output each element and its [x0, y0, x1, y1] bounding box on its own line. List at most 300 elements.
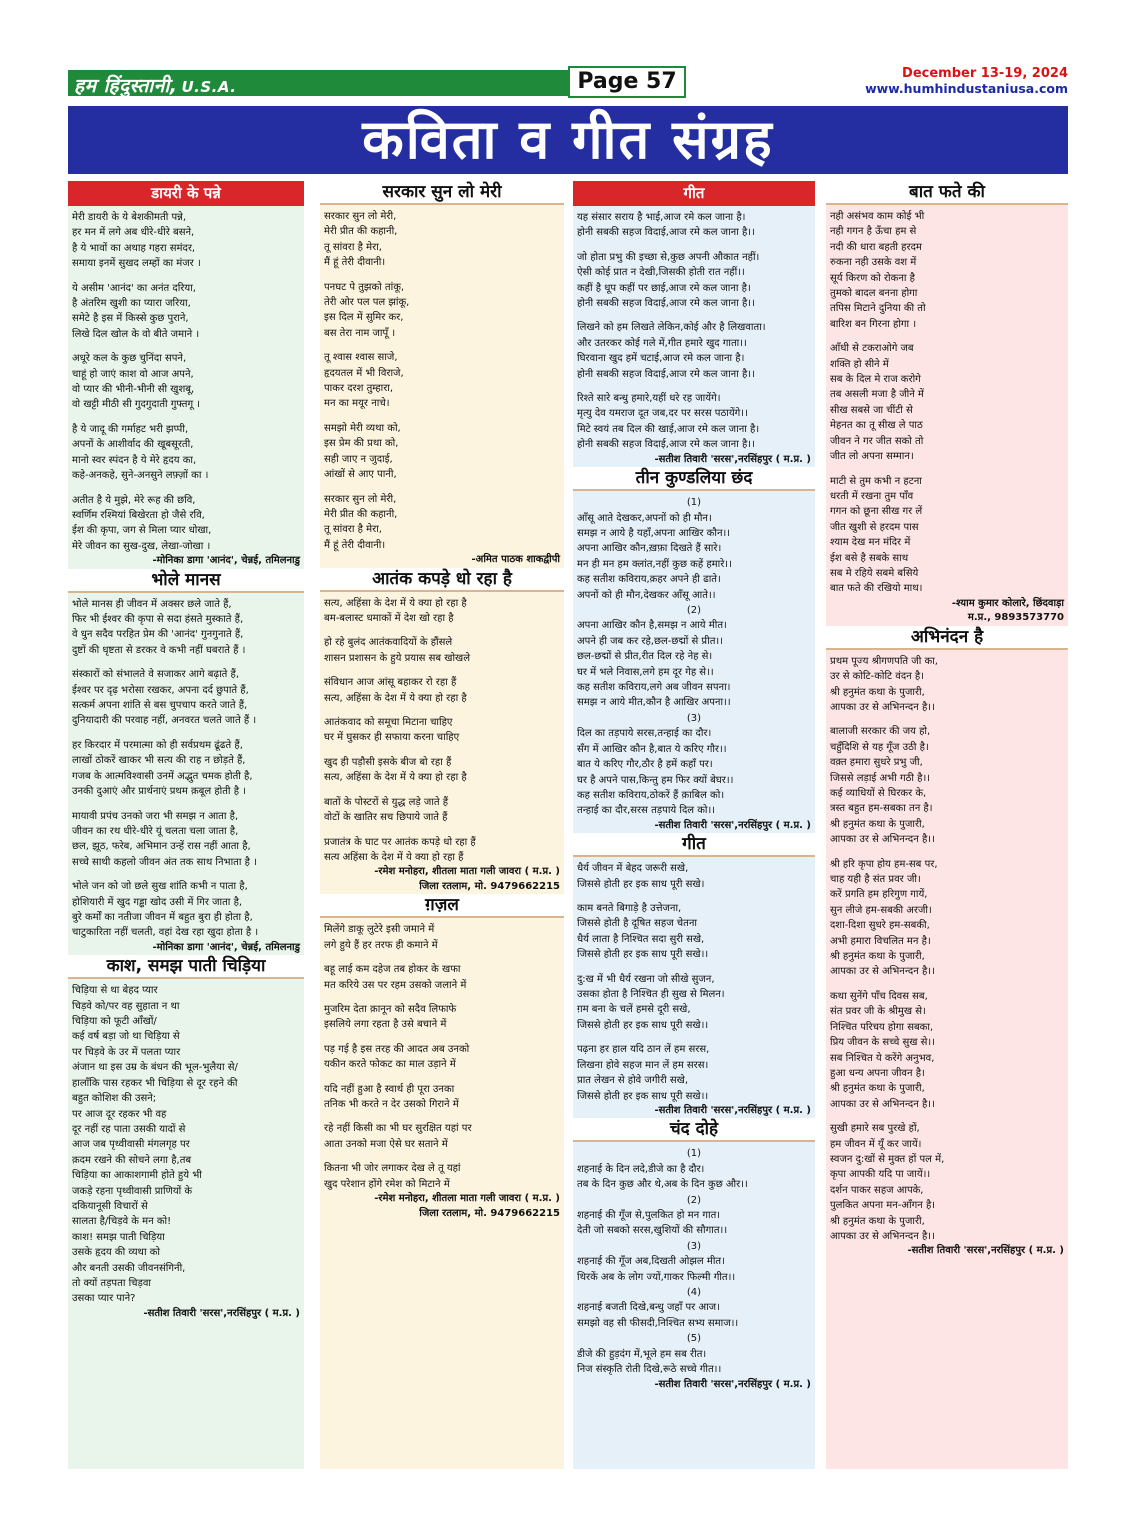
- stanza-gap: [72, 658, 300, 667]
- poem-line: जीत खुशी से हरदम पास: [830, 521, 919, 533]
- poem-line: स्वजन दु:खों से मुक्त हों पल में,: [830, 1153, 945, 1165]
- poem-line: मन ही मन हम क्लांत,नहीं कुछ कहें हमारे।।: [577, 558, 732, 570]
- poem-line: नही गगन है ऊँचा हम से: [830, 226, 917, 238]
- poem-line: फिर भी ईश्वर की कृपा से सदा हंसते मुस्काते हैं,: [72, 614, 244, 626]
- poem-line: जिससे होती हर इक साध पूरी सखे।।: [577, 1090, 709, 1102]
- poem-line: मत करिये उस पर रहम उसको जलाने में: [324, 979, 467, 991]
- poem-line: जो होता प्रभु की इच्छा से,कुछ अपनी औकात नहीं।: [577, 251, 760, 263]
- poem-line: त्रस्त बहुत हम-सबका तन है।: [830, 803, 933, 815]
- poem-line: रहे नहीं किसी का भी घर सुरक्षित यहां पर: [324, 1123, 472, 1135]
- poem-line: श्याम देख मन मंदिर में: [830, 537, 911, 549]
- poem-line: बात फते की रखियो माथ।: [830, 583, 923, 595]
- stanza-gap: [577, 241, 811, 250]
- poem-body: [324, 205, 560, 553]
- poem-author: -सतीश तिवारी 'सरस',नरसिंहपुर ( म.प्र. ): [654, 1104, 811, 1116]
- poem-line: है ये जादू की गर्माहट भरी झप्पी,: [72, 423, 189, 435]
- poem-line: ग़म बना के चलें हमसे दूरी सखे,: [577, 1004, 691, 1016]
- poem-line: अधूरे कल के कुछ चुनिंदा सपने,: [72, 353, 187, 365]
- poem-title: काश, समझ पाती चिड़िया: [68, 955, 304, 979]
- poem-line: क़दम रखने की सोचने लगा है,तब: [72, 1154, 192, 1166]
- poem-line: तन्हाई का दौर,सरस तड़पाये दिल को।।: [577, 805, 716, 817]
- poem-line: दर्शन पाकर सहज आपके,: [830, 1184, 924, 1196]
- poem-line: यदि नहीं हुआ है स्वार्थ ही पूरा उनका: [324, 1083, 455, 1095]
- poem-author: -रमेश मनोहरा, शीतला माता गली जावरा ( म.प्र. ): [374, 1193, 560, 1204]
- poem-line: होशियारी में खुद गड्ढा खोद उसी में गिर जाता है,: [72, 896, 243, 908]
- poem-line: कथा सुनेंगे पाँच दिवस सब,: [830, 990, 928, 1002]
- poem-line: सब निश्चित ये करेंगे अनुभव,: [830, 1052, 935, 1064]
- poem-line: मैं हूं तेरी दीवानी।: [324, 539, 386, 551]
- poem-line: हम जीवन में यूँ कर जायें।: [830, 1138, 922, 1150]
- poem-line: चिड़िया को फूटी आँखों/: [72, 1016, 157, 1028]
- poem-line: लाखों ठोकरें खाकर भी सत्य की राह न छोड़ते हैं,: [72, 755, 246, 767]
- poem-line: सही जाए न जुदाई,: [324, 453, 393, 465]
- poem-line: मानो स्वर स्पंदन है ये मेरे हृदय का,: [72, 454, 197, 466]
- poem-line: निज संस्कृति रोती दिखे,रूठे सच्चे गीत।।: [577, 1364, 722, 1376]
- poem-line: तो क्यों तड़पता चिड़वा: [72, 1277, 152, 1289]
- poem-line: जीवन का रथ धीरे-धीरे यूं चलता चला जाता है,: [72, 825, 239, 837]
- stanza-gap: [324, 1033, 560, 1042]
- column-4: [826, 181, 1068, 1469]
- stanza-gap: [72, 272, 300, 281]
- poem-line: ऐसी कोई प्रात न देखी,जिसकी होती रात नहीं।।: [577, 267, 745, 279]
- poem-line: ईश की कृपा, जग से मिला प्यार धोखा,: [72, 525, 212, 537]
- poem-line: आज जब पृथ्वीवासी मंगलगृह पर: [72, 1139, 190, 1151]
- stanza-gap: [830, 980, 1064, 989]
- poem-line: आपका उर से अभिनन्दन है।।: [830, 1098, 935, 1110]
- stanza-gap: [324, 993, 560, 1002]
- poem-line: है ये भावों का अथाह गहरा समंदर,: [72, 242, 196, 254]
- poem-line: आपका उर से अभिनन्दन है।।: [830, 834, 935, 846]
- poem-line: वोटों के खातिर सच छिपाये जाते हैं: [324, 812, 448, 824]
- poem-line: जिससे होती हर इक साध पूरी सखे।: [577, 878, 705, 890]
- poem-line: दिल का तड़पाये सरस,तन्हाई का दौर।: [577, 728, 712, 740]
- poem-body: [577, 491, 811, 819]
- poem-line: दुनियादारी की परवाह नहीं, अनवरत चलते जाते हैं ।: [72, 715, 257, 727]
- stanza-gap: [72, 342, 300, 351]
- poem-body: [324, 918, 560, 1192]
- poem-line: सँग में आखिर कौन है,बात ये करिए गौर।।: [577, 743, 727, 755]
- poem-line: लिखना होवे सहज मान लें हम सरस।: [577, 1059, 709, 1071]
- poem-line: घर में घुसकर ही सफाया करना चाहिए: [324, 732, 460, 744]
- poem-line: होनी सबकी सहज विदाई,आज रमे कल जाना है।।: [577, 298, 755, 310]
- poem-line: अतीत है ये मुझे, मेरे रूह की छवि,: [72, 494, 196, 506]
- poem-title: आतंक कपड़े धो रहा है: [320, 568, 564, 592]
- stanza-gap: [72, 413, 300, 422]
- website-link[interactable]: www.humhindustaniusa.com: [865, 81, 1068, 96]
- poem-line: मेहनत का तू सीख ले पाठ: [830, 420, 923, 432]
- poem-author: जिला रतलाम, मो. 9479662215: [419, 1207, 560, 1219]
- poem-line: बम-बलास्ट धमाकों में देश खो रहा है: [324, 613, 454, 625]
- poem-line: होनी सबकी सहज विदाई,आज रमे कल जाना है।।: [577, 439, 755, 451]
- stanza-gap: [324, 1112, 560, 1121]
- poem-author: जिला रतलाम, मो. 9479662215: [419, 880, 560, 892]
- poem-author: -सतीश तिवारी 'सरस',नरसिंहपुर ( म.प्र. ): [907, 1245, 1064, 1257]
- poem-line: देती जो सबको सरस,खुशियों की सौगात।।: [577, 1225, 728, 1237]
- poem-line: वे धुन सदैव परहित प्रेम की 'आनंद' गुनगुनाते हैं,: [72, 629, 244, 641]
- poem-body: [830, 650, 1064, 1245]
- poem-line: समझ न आये है यहाँ,अपना आखिर कौन।।: [577, 528, 731, 539]
- poem-author: -रमेश मनोहरा, शीतला माता गली जावरा ( म.प्र. ): [374, 866, 560, 878]
- poem-line: कहीं है धूप कहीं पर छाई,आज रमे कल जाना है।: [577, 282, 751, 294]
- poem-line: भोले मानस ही जीवन में अक्सर छले जाते हैं,: [72, 598, 232, 610]
- poem-line: आतंकवाद को समूचा मिटाना चाहिए: [324, 717, 453, 729]
- column-3: [573, 181, 815, 1469]
- poem-line: सत्कर्म अपना शांति से बस चुपचाप करते जाते हैं,: [72, 700, 248, 712]
- poem-line: गगन को छूना सीख गर लें: [830, 506, 923, 518]
- poem-line: हर मन में लगे अब धीरे-धीरे बसने,: [72, 227, 195, 239]
- poem-line: यकीन करते फोकट का माल उड़ाने में: [324, 1059, 456, 1071]
- poem-line: कह सतीश कविराय,लगे अब जीवन सपना।: [577, 682, 731, 694]
- poem-line: बालाजी सरकार की जय हो,: [830, 726, 931, 738]
- poem-line: दशा-दिशा सुधरे हम-सबकी,: [830, 920, 930, 932]
- stanza-gap: [324, 706, 560, 715]
- poem-line: चाटुकारिता नहीं चलती, वहां देख रहा खुदा होता है ।: [72, 927, 259, 939]
- poem-line: सालता है/चिड़वे के मन को!: [72, 1216, 172, 1228]
- issue-date: December 13-19, 2024: [902, 66, 1068, 81]
- stanza-number: (1): [686, 1148, 702, 1160]
- stanza-gap: [324, 953, 560, 962]
- poem-body: [324, 592, 560, 866]
- poem-line: कितना भी जोर लगाकर देख ले तू यहां: [324, 1163, 461, 1175]
- poem-line: तेरी ओर पल पल झांकू,: [324, 297, 410, 309]
- poem-line: प्रजातंत्र के घाट पर आतंक कपड़े धो रहा हैं: [324, 836, 476, 848]
- poem-line: और उतरकर कोई गले में,गीत हमारे खुद गाता।।: [577, 337, 747, 349]
- poem-line: सब के दिल मे राज करोगे: [830, 374, 921, 386]
- poem-line: जीत लो अपना सम्मान।: [830, 451, 914, 463]
- poem-line: कहे-अनकहे, सुने-अनसुने लफ़्ज़ों का ।: [72, 470, 209, 482]
- poem-line: जीवन ने गर जीत सको तो: [830, 435, 924, 447]
- poem-author: -मोनिका डागा 'आनंद', चेन्नई, तमिलनाडु: [152, 941, 300, 953]
- poem-title: गीत: [573, 833, 815, 857]
- poem-line: डीजे की हुड़दंग में,भूले हम सब रीत।: [577, 1348, 707, 1360]
- column-2: [320, 181, 564, 1469]
- poem-title: बात फते की: [826, 181, 1068, 205]
- poem-line: सत्य अहिंसा के देश में ये क्या हो रहा हैं: [324, 851, 464, 863]
- stanza-number: (4): [686, 1287, 702, 1299]
- poem-title: तीन कुण्डलिया छंद: [573, 467, 815, 491]
- poem-body: [72, 593, 300, 941]
- poem-line: है अंतरिम खुशी का प्यारा जरिया,: [72, 298, 191, 310]
- poem-body: [72, 979, 300, 1307]
- poem-author: -मोनिका डागा 'आनंद', चेन्नई, तमिलनाडु: [152, 555, 300, 567]
- poem-line: हो रहे बुलंद आतंकवादियों के हौंसले: [324, 637, 453, 649]
- poem-line: समझ न आये मीत,कौन है आखिर अपना।।: [577, 697, 731, 709]
- poem-line: मुजरिम देता क़ानून को सदैव लिफाफे: [324, 1003, 457, 1015]
- poem-line: गजब के आत्मविश्वासी उनमें अद्भुत चमक होती है,: [72, 770, 253, 782]
- poem-line: मायावी प्रपंच उनको जरा भी समझ न आता है,: [72, 810, 239, 822]
- poem-line: समाया इनमें सुखद लम्हों का मंजर ।: [72, 258, 201, 270]
- poem-line: और बनती उसकी जीवनसंगिनी,: [72, 1262, 186, 1274]
- poem-line: शहनाई की गूँज से,पुलकित हो मन गात।: [577, 1210, 721, 1222]
- poem-line: पाकर दरश तुम्हारा,: [324, 383, 394, 395]
- poem-line: हर किरदार में परमात्मा को ही सर्वप्रथम ढूंढते हैं,: [72, 739, 243, 751]
- brand-bar: [68, 70, 568, 96]
- stanza-number: (2): [686, 1194, 702, 1206]
- stanza-number: (1): [686, 497, 702, 509]
- poem-author: -अमित पाठक शाकद्वीपी: [471, 554, 560, 566]
- poem-line: सूर्य किरण को रोकना है: [830, 272, 915, 284]
- poem-line: आपका उर से अभिनन्दन है।।: [830, 701, 935, 713]
- stanza-gap: [324, 271, 560, 280]
- poem-line: श्री हनुमंत कथा के पुजारी,: [830, 1083, 925, 1095]
- poem-line: मेरी प्रीत की कहानी,: [324, 508, 398, 520]
- masthead: [68, 66, 1068, 100]
- poem-line: अंजान था इस उम्र के बंधन की भूल-भुलैया से/: [72, 1062, 238, 1074]
- stanza-gap: [324, 1073, 560, 1082]
- stanza-gap: [577, 963, 811, 972]
- stanza-gap: [324, 826, 560, 835]
- poem-line: घिरवाना खुद हमें चटाई,आज रमे कल जाना है।: [577, 353, 745, 365]
- poem-line: इस प्रेम की प्रथा को,: [324, 438, 399, 450]
- poem-line: हृदयतल में भी विराजे,: [324, 367, 404, 379]
- stanza-gap: [72, 484, 300, 493]
- stanza-gap: [324, 626, 560, 635]
- brand-name: हम हिंदुस्तानी, U.S.A.: [74, 75, 237, 97]
- poem-line: मिटे स्वयं तब दिल की खाई,आज रमे कल जाना है।: [577, 423, 760, 435]
- poem-line: बातों के पोस्टरों से युद्ध लड़े जाते हैं: [324, 796, 449, 808]
- poem-line: जिससे होती है दूषित सहज चेतना: [577, 918, 697, 930]
- poem-line: सीख सबसे जा चींटी से: [830, 404, 913, 416]
- poem-line: श्री हरि कृपा होय हम-सब पर,: [830, 858, 938, 870]
- poem-line: तब असली मजा है जीने में: [830, 389, 924, 401]
- stanza-gap: [830, 1112, 1064, 1121]
- poem-line: अपने ही जब कर रहे,छल-छद्मों से प्रीत।।: [577, 635, 723, 647]
- poem-author: -श्याम कुमार कोलारे, छिंदवाड़ा: [951, 597, 1064, 609]
- poem-line: घर है अपने पास,किन्तु हम फिर क्यों बेघर।।: [577, 774, 734, 786]
- poem-line: प्रात लेखन से होवे जगीरी सखे,: [577, 1075, 689, 1087]
- poem-line: वो प्यार की भीनी-भीनी सी खुशबू,: [72, 384, 195, 396]
- poem-author: म.प्र., 9893573770: [967, 612, 1064, 624]
- poem-line: श्री हनुमंत कथा के पुजारी,: [830, 818, 925, 830]
- stanza-gap: [324, 412, 560, 421]
- poem-line: दुष्टों की धृष्टता से डरकर वे कभी नहीं घबराते हैं ।: [72, 644, 246, 656]
- stanza-gap: [830, 465, 1064, 474]
- poem-line: अपना आखिर कौन है,समझ न आये मीत।: [577, 620, 727, 632]
- stanza-number: (3): [686, 1240, 702, 1252]
- poem-line: चिड़िया से था बेहद प्यार: [72, 985, 158, 997]
- poem-title: ग़ज़ल: [320, 894, 564, 918]
- poem-line: काम बनते बिगाड़े है उत्तेजना,: [577, 903, 682, 915]
- stanza-gap: [830, 848, 1064, 857]
- stanza-number: (2): [686, 605, 702, 617]
- poem-line: चाहूं हो जाएं काश वो आज अपने,: [72, 368, 194, 380]
- poem-line: धैर्य लाता है निश्चित सदा सुरी सखे,: [577, 933, 705, 945]
- poem-author: -सतीश तिवारी 'सरस',नरसिंहपुर ( म.प्र. ): [654, 819, 811, 831]
- poem-line: कह सतीश कविराय,ठोकरें हैं क़ाबिल को।: [577, 789, 725, 801]
- poem-line: शासन प्रशासन के हुये प्रयास सब खोखले: [324, 652, 470, 664]
- poem-line: सत्य, अहिंसा के देश में ये क्या हो रहा है: [324, 597, 467, 609]
- stanza-gap: [577, 311, 811, 320]
- poem-line: तू सांवरा है मेरा,: [324, 241, 382, 253]
- poem-line: कृपा आपकी यदि पा जायें।।: [830, 1169, 931, 1181]
- stanza-gap: [324, 746, 560, 755]
- poem-line: मृत्यु देव यमराज दूत जब,दर पर सरस पठायेंगे।।: [577, 408, 748, 420]
- poem-line: घर में भले निवास,लगे हम दूर गेह से।।: [577, 666, 714, 678]
- poem-body: [72, 206, 300, 554]
- poem-line: काश! समझ पाती चिड़िया: [72, 1231, 165, 1243]
- poem-line: निश्चित परिचय होगा सबका,: [830, 1021, 934, 1033]
- poem-line: उसका प्यार पाने?: [72, 1293, 136, 1305]
- poem-line: आँसू आते देखकर,अपनों को ही मौन।: [577, 512, 712, 524]
- poem-line: खुद ही पड़ौसी इसके बीज बो रहा हैं: [324, 756, 452, 768]
- poem-line: उनकी दुआएं और प्रार्थनाएं प्रथम क़बूल होती है ।: [72, 786, 246, 798]
- poem-line: ये असीम 'आनंद' का अनंत दरिया,: [72, 282, 196, 294]
- poem-line: सरकार सुन लो मेरी,: [324, 211, 397, 222]
- poem-title: गीत: [573, 181, 815, 206]
- poem-line: बहुत कोशिश की उसने;: [72, 1093, 157, 1105]
- column-1: [68, 181, 304, 1469]
- poem-line: जिससे लड़ाई अभी गठी है।।: [830, 772, 931, 784]
- poem-body: [830, 205, 1064, 597]
- stanza-gap: [577, 892, 811, 901]
- poem-line: खुद परेशान होंगे रमेश को मिटाने में: [324, 1178, 450, 1190]
- poem-line: धैर्य जीवन में बेहद जरूरी सखे,: [577, 863, 689, 875]
- poem-line: अभी हमारा विचलित मन है।: [830, 935, 931, 947]
- poem-line: संविधान आज आंसू बहाकर रो रहा हैं: [324, 677, 457, 689]
- poem-line: पर चिड़वे के उर में पलता प्यार: [72, 1046, 181, 1058]
- poem-line: माटी से तुम कभी न हटना: [830, 475, 922, 487]
- poem-line: होनी सबकी सहज विदाई,आज रमे कल जाना है।।: [577, 227, 755, 239]
- poem-line: नही असंभव काम कोई भी: [830, 211, 925, 222]
- stanza-gap: [72, 729, 300, 738]
- poem-line: अपना आखिर कौन,ख़फ़ा दिखते हैं सारे।: [577, 543, 722, 555]
- poem-line: पड़ गई है इस तरह की आदत अब उनको: [324, 1043, 470, 1055]
- poem-line: रिश्ते सारे बन्धु हमारे,यहीं धरे रह जायेंगे।: [577, 393, 721, 405]
- poem-line: शहनाई बजती दिखे,बन्धु जहाँ पर आज।: [577, 1302, 720, 1314]
- stanza-gap: [324, 483, 560, 492]
- poem-line: शहनाई की गूँज अब,दिखती ओझल मीत।: [577, 1256, 725, 1268]
- poem-line: सुन लीजे हम-सबकी अरजी।: [830, 904, 932, 916]
- poem-line: रुकना नही उसके वश में: [830, 257, 917, 269]
- stanza-gap: [830, 332, 1064, 341]
- poem-title: अभिनंदन है: [826, 626, 1068, 650]
- poem-line: समझो वह सी फीसदी,निश्चित सभ्य समाज।।: [577, 1317, 739, 1329]
- poem-line: लगे हुये हैं हर तरफ ही कमाने में: [324, 939, 438, 951]
- stanza-gap: [324, 1152, 560, 1161]
- stanza-gap: [72, 870, 300, 879]
- poem-line: भोले जन को जो छले सुख शांति कभी न पाता है,: [72, 881, 248, 893]
- poem-line: उर से कोटि-कोटि वंदन है।: [830, 671, 924, 683]
- poem-line: छल, झूठ, फरेब, अभिमान उन्हें रास नहीं आता है,: [72, 841, 251, 853]
- stanza-gap: [577, 1033, 811, 1042]
- poem-body: [577, 1142, 811, 1377]
- poem-line: प्रथम पूज्य श्रीगणपति जी का,: [830, 655, 938, 667]
- poem-line: दूर नहीं रह पाता उसकी यादों से: [72, 1123, 186, 1135]
- poem-line: बस तेरा नाम जापूँ ।: [324, 327, 396, 339]
- poem-line: बारिश बन गिरना होगा ।: [830, 318, 917, 330]
- poem-line: प्रिय जीवन के सच्चे सुख से।।: [830, 1037, 935, 1049]
- poem-line: आंखों से आए पानी,: [324, 469, 397, 481]
- poem-line: तू श्वास श्वास साजे,: [324, 352, 398, 364]
- poem-line: चाह यही है संत प्रवर जी।: [830, 874, 921, 886]
- poem-line: तब के दिन कुछ और थे,अब के दिन कुछ और।।: [577, 1179, 748, 1191]
- poem-line: छल-छद्मों से प्रीत,रीत दिल रहे नेह से।: [577, 651, 713, 663]
- poem-line: नदी की धारा बहती हरदम: [830, 241, 922, 253]
- brand-suffix: U.S.A.: [181, 78, 237, 96]
- poem-line: दकियानूसी विचारों से: [72, 1200, 148, 1212]
- poem-line: हुआ धन्य अपना जीवन है।: [830, 1067, 925, 1079]
- poem-line: कई वर्ष बड़ा जो था चिड़िया से: [72, 1031, 180, 1043]
- poem-line: तू सांवरा है मेरा,: [324, 524, 382, 536]
- poem-line: सुखी हमारे सब पुरखे हों,: [830, 1123, 920, 1135]
- poem-line: जिससे होती हर इक साध पूरी सखे।।: [577, 1019, 709, 1031]
- poem-line: श्री हनुमंत कथा के पुजारी,: [830, 951, 925, 963]
- poem-title: भोले मानस: [68, 569, 304, 593]
- stanza-gap: [830, 715, 1064, 724]
- poem-line: स्वर्णिम रश्मियां बिखेरता हो जैसे रवि,: [72, 509, 205, 521]
- stanza-gap: [324, 341, 560, 350]
- page-banner-title: कविता व गीत संग्रह: [68, 106, 1068, 174]
- poem-line: सच्चे साथी कहलो जीवन अंत तक साथ निभाता है ।: [72, 856, 257, 868]
- poem-line: लिखने को हम लिखते लेकिन,कोई और है लिखवाता।: [577, 322, 766, 334]
- poem-line: ईश बसे है सबके साथ: [830, 552, 909, 564]
- poem-line: करें प्रगति हम हरिगुण गायें,: [830, 889, 928, 901]
- poem-line: मेरे जीवन का सुख-दुख, लेखा-जोखा ।: [72, 540, 211, 552]
- poem-line: होनी सबकी सहज विदाई,आज रमे कल जाना है।।: [577, 368, 755, 380]
- poem-line: लिखे दिल खोल के वो बीते जमाने ।: [72, 328, 200, 340]
- poem-title: डायरी के पन्ने: [68, 181, 304, 206]
- poem-line: चिड़वे को/पर वह सुहाता न था: [72, 1000, 180, 1012]
- poem-line: पढ़ना हर हाल यदि ठान लें हम सरस,: [577, 1044, 710, 1056]
- poem-line: आपका उर से अभिनन्दन है।।: [830, 1230, 935, 1242]
- poem-line: सब मे रहिये सबमे बसिये: [830, 567, 919, 579]
- poem-line: चहुँदिशि से यह गूँज उठी है।: [830, 741, 929, 753]
- poem-line: बहू लाई कम दहेज तब होकर के खफा: [324, 964, 461, 976]
- poem-line: मन का मयूर नाचे।: [324, 398, 390, 410]
- poem-line: वक़्त हमारा सुधरे प्रभु जी,: [830, 757, 923, 769]
- poem-line: इस दिल में सुमिर कर,: [324, 312, 404, 324]
- poem-line: आपका उर से अभिनन्दन है।।: [830, 966, 935, 978]
- poem-line: पनघट पे तुझको तांकू,: [324, 281, 405, 293]
- poem-line: यह संसार सराय है भाई,आज रमे कल जाना है।: [577, 212, 746, 223]
- poem-line: चिड़िया का आकाशगामी होते हुये भी: [72, 1170, 202, 1182]
- poem-body: [577, 206, 811, 453]
- poem-line: बात ये करिए गौर,ठौर है हमें कहाँ पर।: [577, 759, 713, 771]
- poem-author: -सतीश तिवारी 'सरस',नरसिंहपुर ( म.प्र. ): [654, 1378, 811, 1390]
- poem-line: सरकार सुन लो मेरी,: [324, 493, 397, 505]
- poem-line: श्री हनुमंत कथा के पुजारी,: [830, 1215, 925, 1227]
- poem-line: संत प्रवर जी के श्रीमुख से।: [830, 1006, 926, 1018]
- poem-author: -सतीश तिवारी 'सरस',नरसिंहपुर ( म.प्र. ): [654, 453, 811, 465]
- poem-line: धरती में रखना तुम पाँव: [830, 490, 914, 502]
- stanza-gap: [324, 786, 560, 795]
- poem-line: शक्ति हो सीने में: [830, 358, 889, 370]
- poem-line: वो खट्टी मीठी सी गुदगुदाती गुफ्तगू ।: [72, 399, 201, 411]
- stanza-gap: [72, 800, 300, 809]
- poem-line: इसलिये लगा रहता है उसे बचाने में: [324, 1019, 447, 1031]
- poem-line: तनिक भी करते न देर उसको गिराने में: [324, 1098, 459, 1110]
- poem-line: आता उनको मजा ऐसे घर सताने में: [324, 1138, 448, 1150]
- poem-line: पर आज दूर रहकर भी वह: [72, 1108, 167, 1120]
- poem-line: कई व्याधियों से घिरकर के,: [830, 788, 927, 799]
- page-number: Page 57: [568, 66, 686, 98]
- poem-line: मिलेंगे डाकू लुटेरे इसी जमाने में: [324, 924, 435, 936]
- poem-line: समेटे है इस में किस्से कुछ पुराने,: [72, 313, 189, 325]
- poem-line: समझो मेरी व्यथा को,: [324, 422, 401, 434]
- poem-line: सत्य, अहिंसा के देश में ये क्या हो रहा है: [324, 772, 467, 784]
- poem-line: मेरी डायरी के ये बेशकीमती पन्ने,: [72, 212, 187, 223]
- poem-line: थिरकें अब के लोग ज्यों,गाकर फिल्मी गीत।।: [577, 1271, 736, 1283]
- poem-line: दु:ख में भी धैर्य रखना जो सीखे सुजन,: [577, 973, 715, 985]
- poem-line: ईश्वर पर दृढ़ भरोसा रखकर, अपना दर्द छुपाते हैं,: [72, 684, 249, 696]
- poem-line: तपिस मिटाने दुनिया की तो: [830, 303, 926, 315]
- stanza-gap: [577, 382, 811, 391]
- poem-line: शहनाई के दिन लदे,डीजे का है दौर।: [577, 1163, 705, 1175]
- poem-line: हालाँकि पास रहकर भी चिड़िया से दूर रहने की: [72, 1077, 238, 1089]
- poem-line: तुमको बादल बनना होगा: [830, 288, 918, 300]
- poem-line: पुलकित अपना मन-आँगन है।: [830, 1200, 936, 1212]
- poem-line: उसका होता है निश्चित ही सुख से मिलन।: [577, 989, 725, 1001]
